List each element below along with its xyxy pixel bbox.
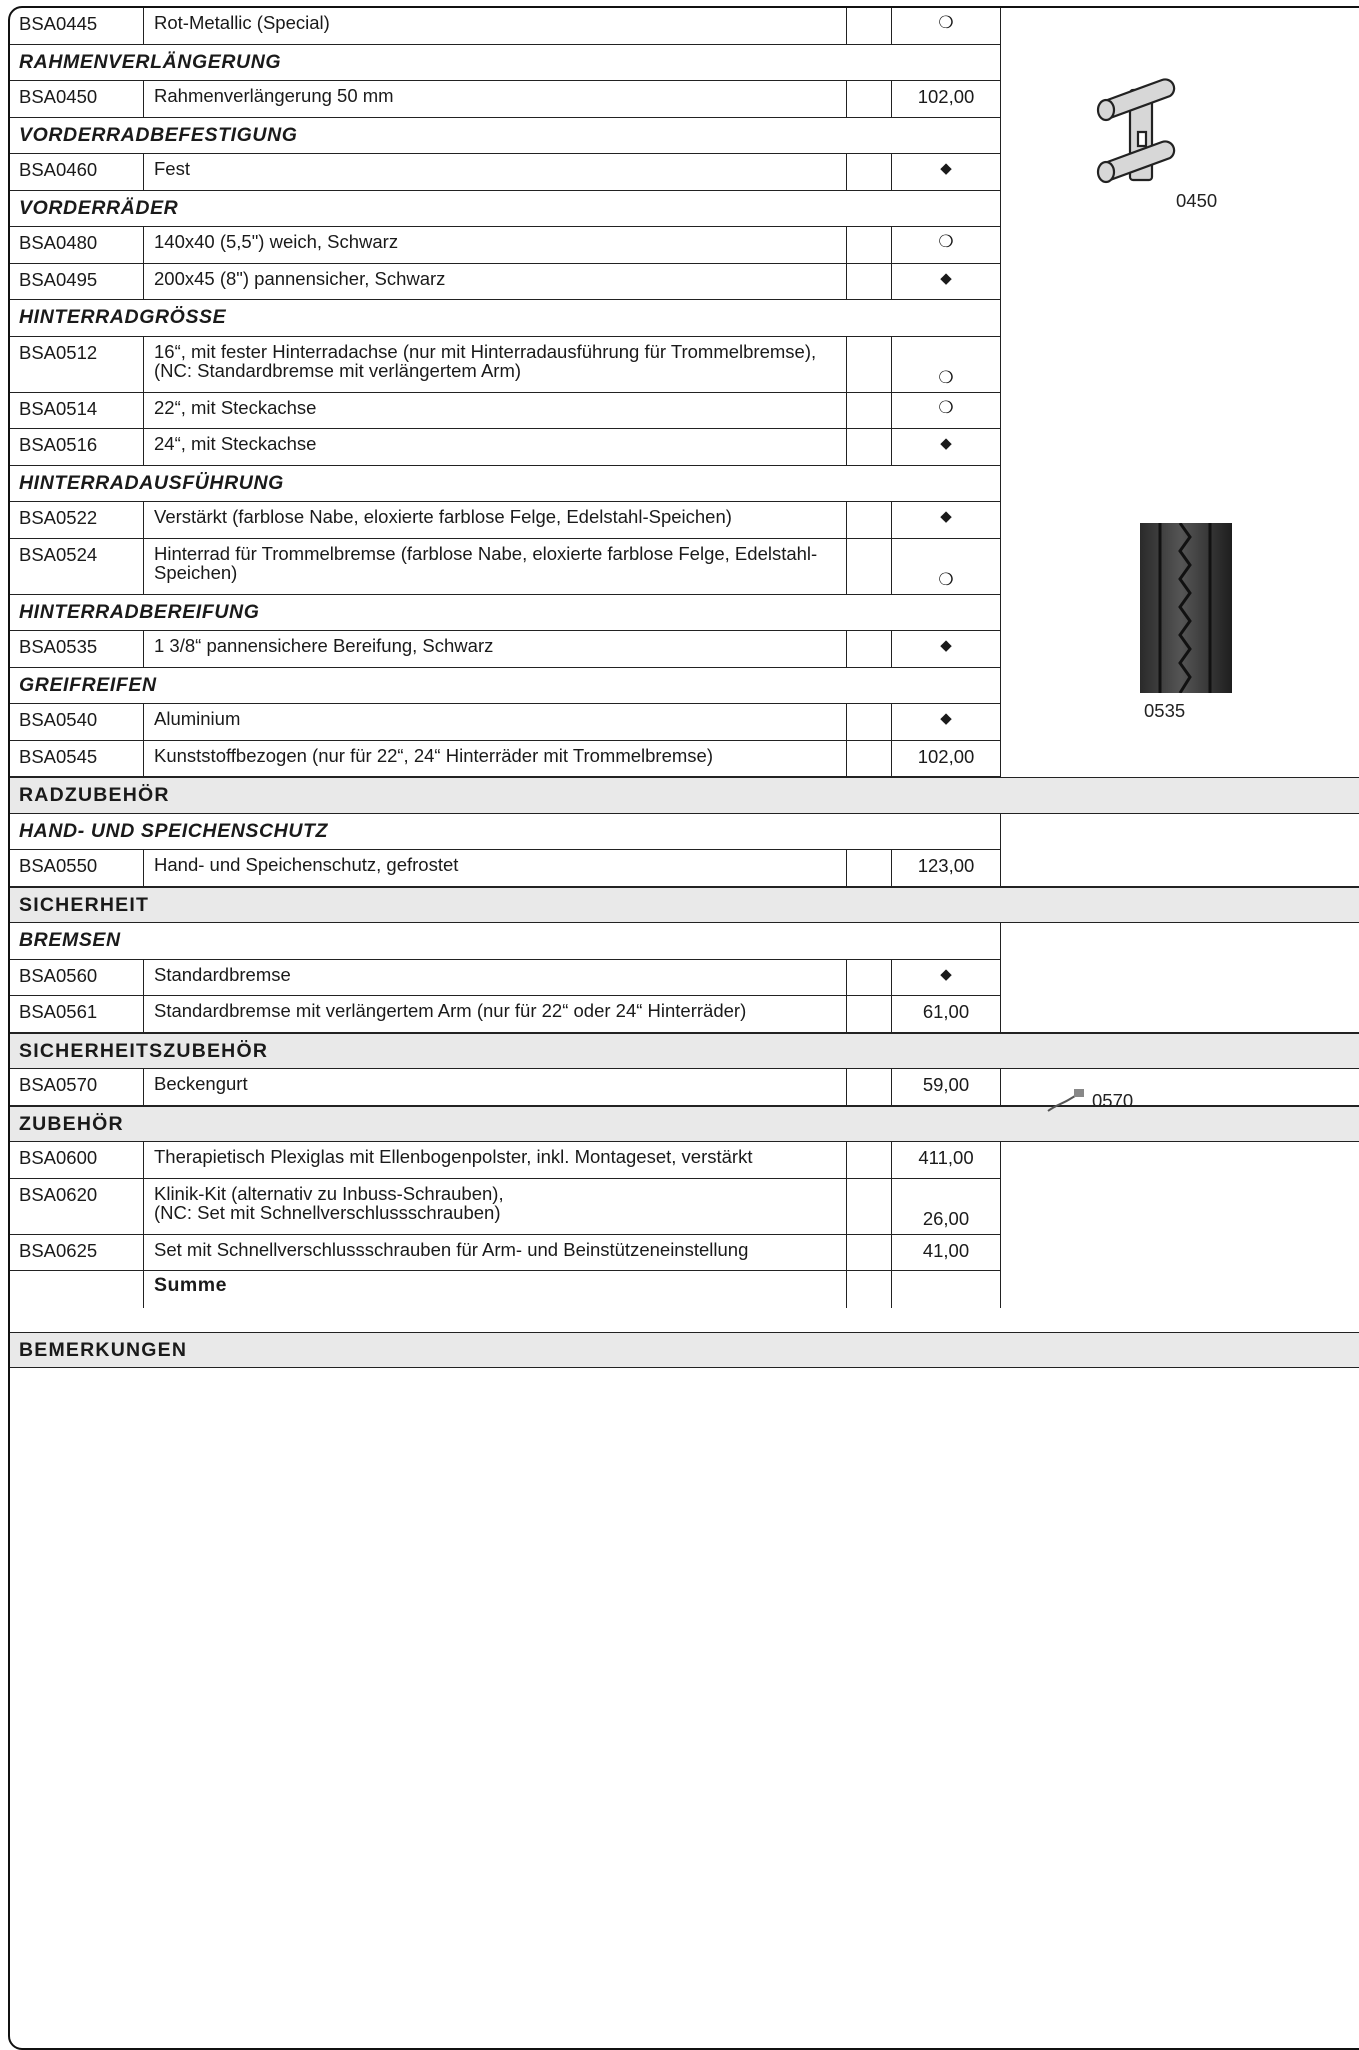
article-code: BSA0460 [10, 154, 144, 190]
standard-symbol: ◆ [892, 502, 1001, 538]
table-row [10, 81, 1001, 118]
subsection-header: BREMSEN [10, 923, 1001, 960]
article-code: BSA0570 [10, 1069, 144, 1105]
standard-symbol: ◆ [892, 264, 1001, 300]
table-row [10, 539, 1001, 595]
article-code: BSA0516 [10, 429, 144, 465]
subsection-header: GREIFREIFEN [10, 668, 1001, 705]
table-row [10, 850, 1001, 887]
article-description: Hinterrad für Trommelbremse (farblose Nabe, eloxierte farblose Felge, Edelstahl-Speichen) [144, 539, 847, 594]
article-code: BSA0445 [10, 8, 144, 44]
article-code: BSA0540 [10, 704, 144, 740]
table-row [10, 996, 1001, 1033]
article-description: 22“, mit Steckachse [144, 393, 847, 429]
quantity-cell [847, 337, 892, 392]
table-row [10, 264, 1001, 301]
article-description: 1 3/8“ pannensichere Bereifung, Schwarz [144, 631, 847, 667]
subsection-header: VORDERRÄDER [10, 191, 1001, 228]
quantity-cell [847, 1142, 892, 1178]
article-description: 16“, mit fester Hinterradachse (nur mit Hinterradausführung für Trommelbremse), (NC: Standardbremse mit verlängertem Arm) [144, 337, 847, 392]
table-row [10, 227, 1001, 264]
quantity-cell [847, 741, 892, 777]
quantity-cell [847, 154, 892, 190]
article-description: Hand- und Speichenschutz, gefrostet [144, 850, 847, 886]
section-header: RADZUBEHÖR [10, 777, 1359, 814]
article-code: BSA0560 [10, 960, 144, 996]
subsection-header: RAHMENVERLÄNGERUNG [10, 45, 1001, 82]
section-header: SICHERHEIT [10, 887, 1359, 924]
article-description: 24“, mit Steckachse [144, 429, 847, 465]
quantity-cell [847, 502, 892, 538]
subsection-header: VORDERRADBEFESTIGUNG [10, 118, 1001, 155]
price-value [892, 1271, 1001, 1308]
quantity-cell [847, 1235, 892, 1271]
subsection-header: HINTERRADAUSFÜHRUNG [10, 466, 1001, 503]
table-row [10, 1142, 1001, 1179]
section-header: SICHERHEITSZUBEHÖR [10, 1033, 1359, 1070]
article-code: BSA0480 [10, 227, 144, 263]
quantity-cell [847, 1271, 892, 1308]
section-header: ZUBEHÖR [10, 1106, 1359, 1143]
article-code: BSA0620 [10, 1179, 144, 1234]
table-row [10, 704, 1001, 741]
price-value: 41,00 [892, 1235, 1001, 1271]
section-header: BEMERKUNGEN [10, 1332, 1359, 1369]
standard-symbol: ◆ [892, 704, 1001, 740]
quantity-cell [847, 631, 892, 667]
table-row [10, 502, 1001, 539]
option-symbol: ❍ [892, 539, 1001, 594]
standard-symbol: ◆ [892, 960, 1001, 996]
article-description: Fest [144, 154, 847, 190]
article-description: Standardbremse [144, 960, 847, 996]
quantity-cell [847, 264, 892, 300]
option-symbol: ❍ [892, 227, 1001, 263]
quantity-cell [847, 850, 892, 886]
article-code: BSA0522 [10, 502, 144, 538]
article-description: Rot-Metallic (Special) [144, 8, 847, 44]
tyre-image-label: 0535 [1144, 700, 1186, 721]
article-code: BSA0550 [10, 850, 144, 886]
article-code [10, 1271, 144, 1308]
quantity-cell [847, 996, 892, 1032]
frame-extension-image-label: 0450 [1176, 190, 1218, 211]
table-row [10, 960, 1001, 997]
article-code: BSA0512 [10, 337, 144, 392]
table-row [10, 741, 1001, 778]
quantity-cell [847, 429, 892, 465]
article-code: BSA0545 [10, 741, 144, 777]
image-column-cell [1001, 923, 1359, 1033]
price-value: 102,00 [892, 81, 1001, 117]
article-code: BSA0600 [10, 1142, 144, 1178]
article-description: Standardbremse mit verlängertem Arm (nur für 22“ oder 24“ Hinterräder) [144, 996, 847, 1032]
option-symbol: ❍ [892, 337, 1001, 392]
article-description: Klinik-Kit (alternativ zu Inbuss-Schrauben), (NC: Set mit Schnellverschlussschrauben) [144, 1179, 847, 1234]
article-description: Verstärkt (farblose Nabe, eloxierte farblose Felge, Edelstahl-Speichen) [144, 502, 847, 538]
quantity-cell [847, 227, 892, 263]
price-value: 123,00 [892, 850, 1001, 886]
quantity-cell [847, 1069, 892, 1105]
quantity-cell [847, 8, 892, 44]
subsection-header: HINTERRADBEREIFUNG [10, 595, 1001, 632]
article-description: Aluminium [144, 704, 847, 740]
article-code: BSA0524 [10, 539, 144, 594]
price-value: 102,00 [892, 741, 1001, 777]
sum-label: Summe [144, 1271, 847, 1308]
article-description: Therapietisch Plexiglas mit Ellenbogenpolster, inkl. Montageset, verstärkt [144, 1142, 847, 1178]
article-code: BSA0561 [10, 996, 144, 1032]
quantity-cell [847, 393, 892, 429]
table-row [10, 429, 1001, 466]
table-row [10, 393, 1001, 430]
standard-symbol: ◆ [892, 429, 1001, 465]
quantity-cell [847, 1179, 892, 1234]
table-row [10, 8, 1001, 45]
article-code: BSA0495 [10, 264, 144, 300]
table-row [10, 631, 1001, 668]
article-code: BSA0450 [10, 81, 144, 117]
image-column-cell [1001, 814, 1359, 887]
article-description: Rahmenverlängerung 50 mm [144, 81, 847, 117]
subsection-header: HINTERRADGRÖSSE [10, 300, 1001, 337]
table-row [10, 1235, 1001, 1272]
sum-row [10, 1271, 1001, 1308]
article-description: Beckengurt [144, 1069, 847, 1105]
subsection-header: HAND- UND SPEICHENSCHUTZ [10, 814, 1001, 851]
table-row [10, 1179, 1001, 1235]
price-value: 59,00 [892, 1069, 1001, 1105]
price-value: 61,00 [892, 996, 1001, 1032]
price-value: 26,00 [892, 1179, 1001, 1234]
article-description: 140x40 (5,5") weich, Schwarz [144, 227, 847, 263]
belt-image-label: 0570 [1092, 1090, 1134, 1111]
quantity-cell [847, 960, 892, 996]
table-row [10, 337, 1001, 393]
tyre-image [1140, 523, 1232, 693]
option-symbol: ❍ [892, 393, 1001, 429]
article-description: Set mit Schnellverschlussschrauben für Arm- und Beinstützeneinstellung [144, 1235, 847, 1271]
quantity-cell [847, 539, 892, 594]
table-row [10, 1069, 1001, 1106]
article-code: BSA0514 [10, 393, 144, 429]
option-symbol: ❍ [892, 8, 1001, 44]
article-code: BSA0625 [10, 1235, 144, 1271]
price-value: 411,00 [892, 1142, 1001, 1178]
table-row [10, 154, 1001, 191]
article-code: BSA0535 [10, 631, 144, 667]
standard-symbol: ◆ [892, 154, 1001, 190]
belt-image [1046, 1089, 1088, 1115]
quantity-cell [847, 704, 892, 740]
article-description: 200x45 (8") pannensicher, Schwarz [144, 264, 847, 300]
article-description: Kunststoffbezogen (nur für 22“, 24“ Hinterräder mit Trommelbremse) [144, 741, 847, 777]
standard-symbol: ◆ [892, 631, 1001, 667]
quantity-cell [847, 81, 892, 117]
frame-extension-image [1092, 72, 1188, 202]
